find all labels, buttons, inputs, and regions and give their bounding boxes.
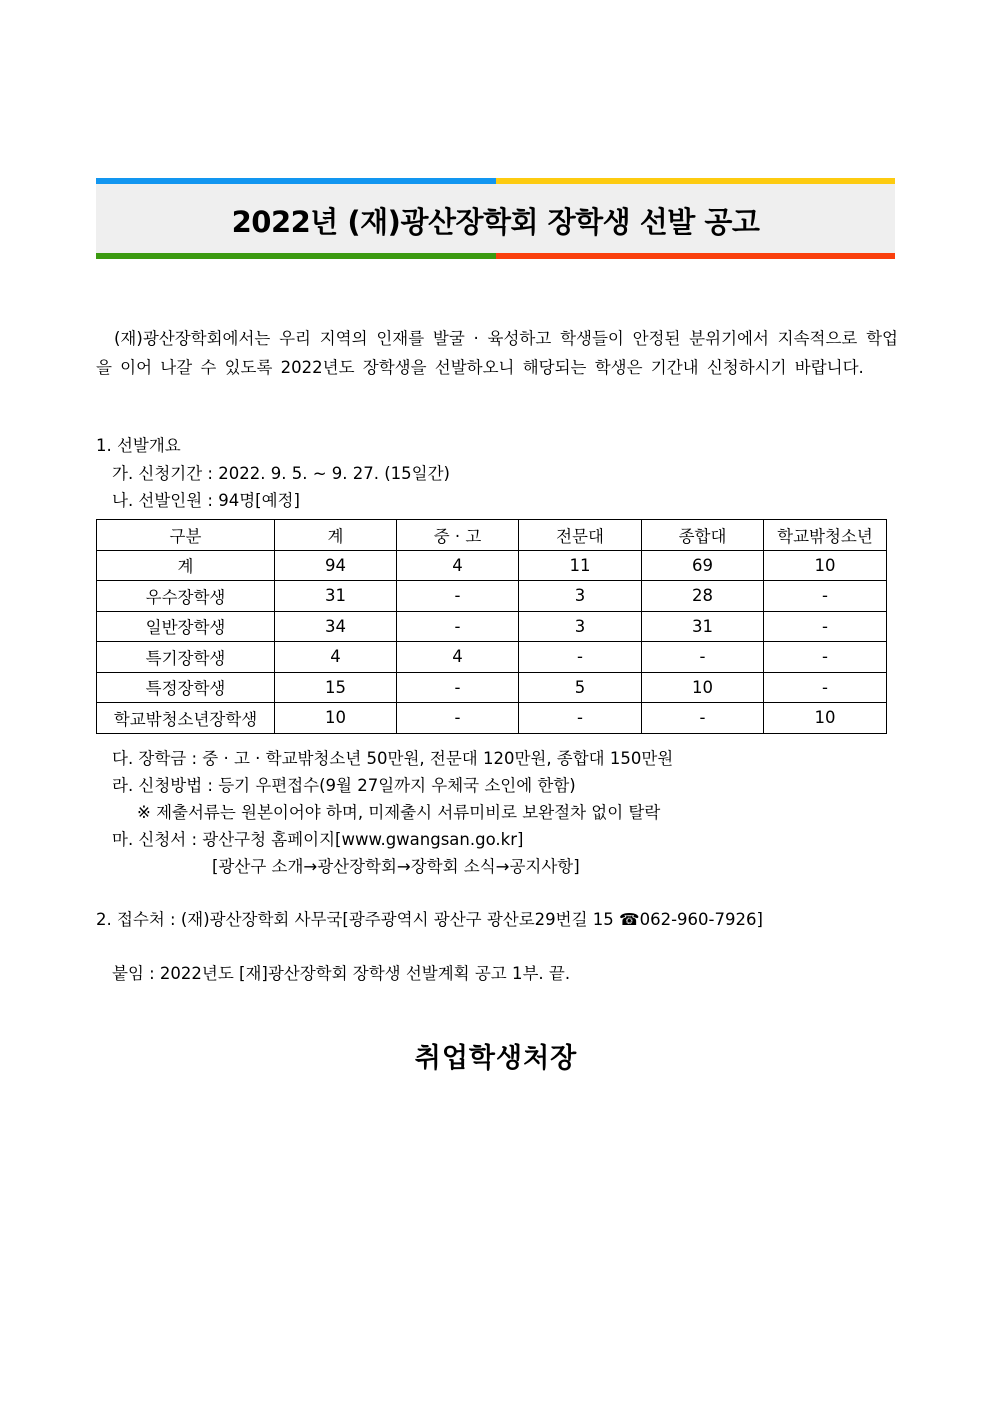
table-row xyxy=(97,703,887,734)
cell: - xyxy=(397,581,519,612)
cell: 11 xyxy=(519,550,642,581)
cell: 69 xyxy=(642,550,764,581)
cell: 우수장학생 xyxy=(97,581,275,612)
cell: 94 xyxy=(275,550,397,581)
application-period: 가. 신청기간 : 2022. 9. 5. ~ 9. 27. (15일간) xyxy=(112,464,450,483)
cell: 특기장학생 xyxy=(97,642,275,673)
issuer-signature: 취업학생처장 xyxy=(414,1043,578,1074)
cell: 4 xyxy=(397,550,519,581)
cell: 4 xyxy=(275,642,397,673)
header-junior-college: 전문대 xyxy=(519,520,642,551)
cell: 34 xyxy=(275,611,397,642)
header-middle-high: 중 · 고 xyxy=(397,520,519,551)
top-left-color-bar xyxy=(96,178,496,184)
cell: - xyxy=(397,672,519,703)
attachment-note: 붙임 : 2022년도 [재]광산장학회 장학생 선발계획 공고 1부. 끝. xyxy=(112,964,571,983)
cell: - xyxy=(642,703,764,734)
cell: 10 xyxy=(764,550,887,581)
cell: - xyxy=(642,642,764,673)
cell: - xyxy=(519,703,642,734)
table-row xyxy=(97,642,887,673)
cell: 특정장학생 xyxy=(97,672,275,703)
cell: 15 xyxy=(275,672,397,703)
header-university: 종합대 xyxy=(642,520,764,551)
table-row xyxy=(97,611,887,642)
cell: - xyxy=(764,672,887,703)
page-title: 2022년 (재)광산장학회 장학생 선발 공고 xyxy=(231,205,760,239)
cell: 10 xyxy=(275,703,397,734)
selection-table xyxy=(96,519,887,734)
contact-info: 2. 접수처 : (재)광산장학회 사무국[광주광역시 광산구 광산로29번길 15 ☎062-960-7926] xyxy=(96,910,763,929)
table-row xyxy=(97,581,887,612)
section1-heading: 1. 선발개요 xyxy=(96,436,181,455)
header-category: 구분 xyxy=(97,520,275,551)
cell: 3 xyxy=(519,611,642,642)
intro-paragraph: (재)광산장학회에서는 우리 지역의 인재를 발굴 · 육성하고 학생들이 안정된 분위기에서 지속적으로 학업을 이어 나갈 수 있도록 2022년도 장학생을 선발하오니 해당되는 학생은 기간내 신청하시기 바랍니다. xyxy=(96,329,898,377)
header-total: 계 xyxy=(275,520,397,551)
cell: 일반장학생 xyxy=(97,611,275,642)
header-out-of-school-youth: 학교밖청소년 xyxy=(764,520,887,551)
cell: - xyxy=(397,703,519,734)
cell: 학교밖청소년장학생 xyxy=(97,703,275,734)
cell: 3 xyxy=(519,581,642,612)
application-form: 마. 신청서 : 광산구청 홈페이지[www.gwangsan.go.kr] xyxy=(112,830,524,849)
cell: 10 xyxy=(764,703,887,734)
cell: 31 xyxy=(275,581,397,612)
document-note: ※ 제출서류는 원본이어야 하며, 미제출시 서류미비로 보완절차 없이 탈락 xyxy=(137,803,661,822)
application-form-path: [광산구 소개→광산장학회→장학회 소식→공지사항] xyxy=(212,857,580,876)
bottom-right-color-bar xyxy=(496,253,895,259)
cell: - xyxy=(519,642,642,673)
cell: - xyxy=(397,611,519,642)
scholarship-amount: 다. 장학금 : 중 · 고 · 학교밖청소년 50만원, 전문대 120만원, 종합대 150만원 xyxy=(112,749,674,768)
cell: 10 xyxy=(642,672,764,703)
application-method: 라. 신청방법 : 등기 우편접수(9월 27일까지 우체국 소인에 한함) xyxy=(112,776,576,795)
selection-count: 나. 선발인원 : 94명[예정] xyxy=(112,491,300,510)
table-row xyxy=(97,550,887,581)
top-right-color-bar xyxy=(496,178,895,184)
cell: 28 xyxy=(642,581,764,612)
cell: 계 xyxy=(97,550,275,581)
table-header-row xyxy=(97,520,887,551)
table-row xyxy=(97,672,887,703)
bottom-left-color-bar xyxy=(96,253,496,259)
cell: 4 xyxy=(397,642,519,673)
cell: - xyxy=(764,642,887,673)
cell: - xyxy=(764,611,887,642)
cell: 5 xyxy=(519,672,642,703)
title-banner xyxy=(96,178,895,259)
cell: - xyxy=(764,581,887,612)
cell: 31 xyxy=(642,611,764,642)
